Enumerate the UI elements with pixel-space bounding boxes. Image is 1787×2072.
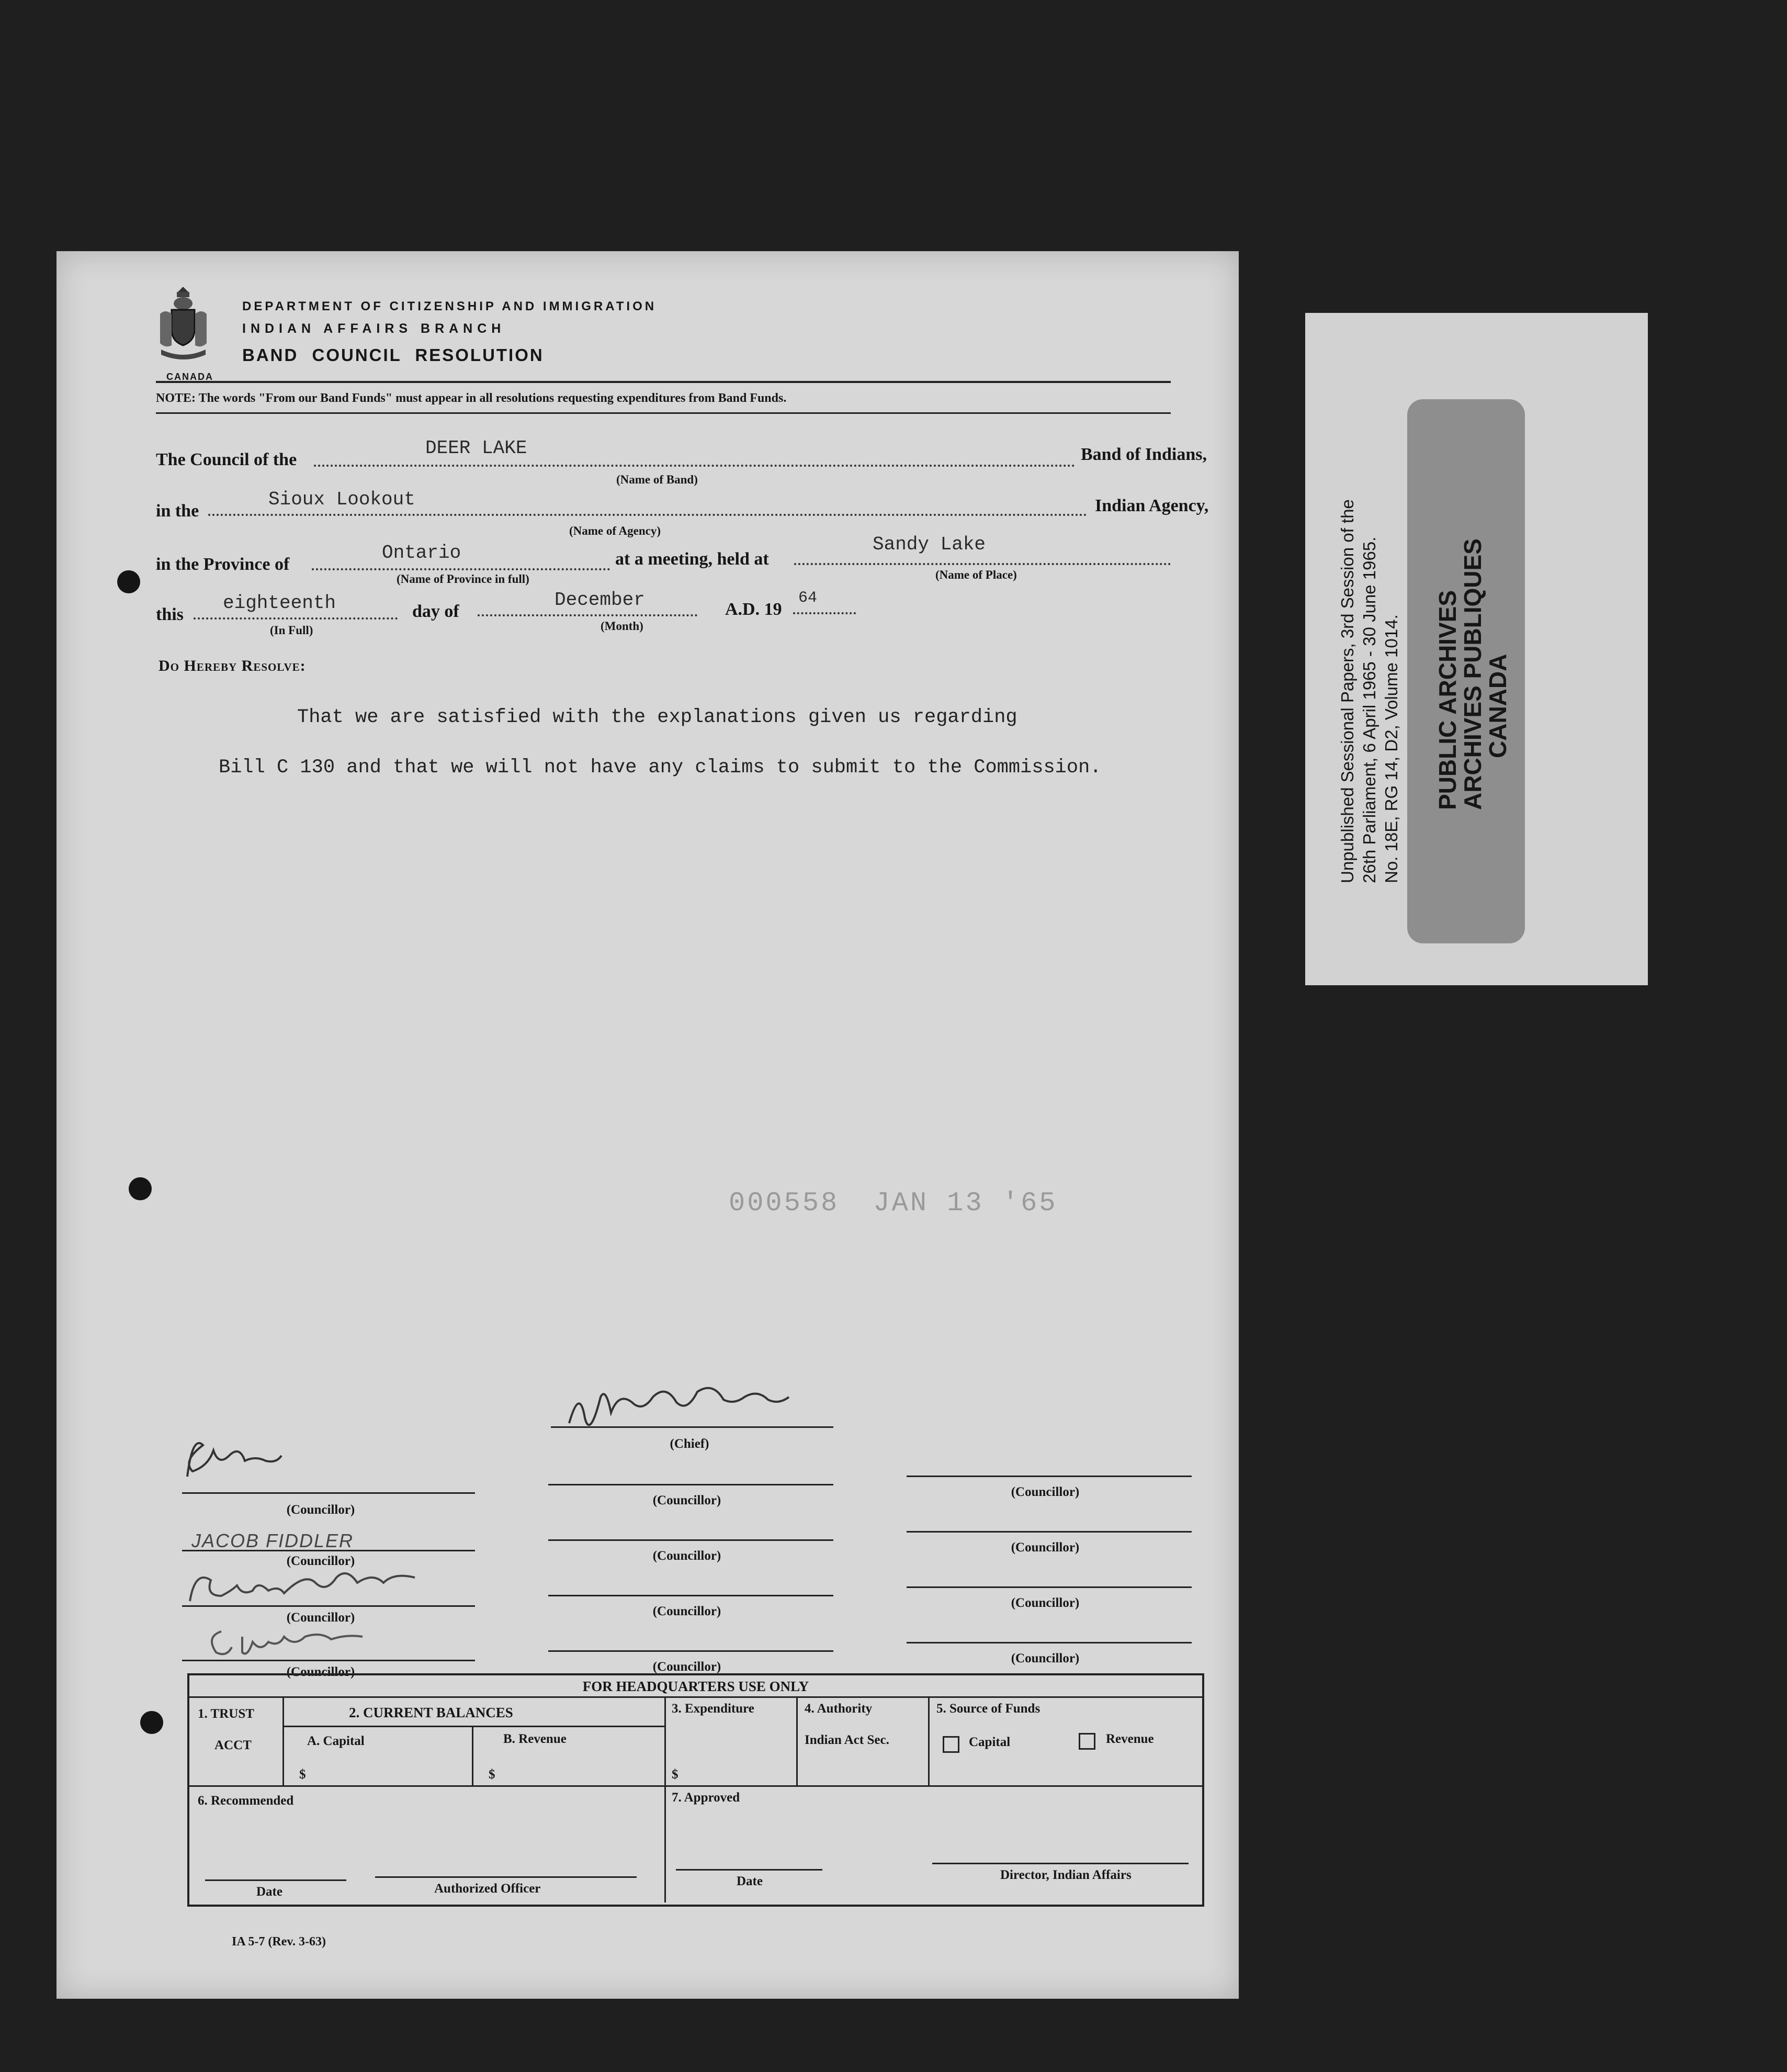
hq-revenue-label: Revenue xyxy=(1106,1732,1154,1746)
capital-checkbox[interactable] xyxy=(943,1736,959,1753)
councillor-line-1 xyxy=(182,1492,475,1494)
resolution-line-2: Bill C 130 and that we will not have any claims to submit to the Commission. xyxy=(219,757,1102,779)
councillor-line-3 xyxy=(182,1605,475,1607)
chief-caption: (Chief) xyxy=(670,1437,709,1451)
hq-date-line-2 xyxy=(676,1869,822,1871)
province-caption: (Name of Province in full) xyxy=(397,572,529,585)
ad-label: A.D. 19 xyxy=(725,600,782,619)
hq-current-balances: 2. CURRENT BALANCES xyxy=(349,1705,513,1720)
hq-title: FOR HEADQUARTERS USE ONLY xyxy=(582,1679,809,1694)
month-line xyxy=(478,614,697,616)
punch-hole-top xyxy=(117,570,140,593)
councillor-caption-11: (Councillor) xyxy=(1011,1596,1080,1610)
day-caption: (In Full) xyxy=(270,624,313,637)
band-of-indians-label: Band of Indians, xyxy=(1081,445,1207,464)
chief-line xyxy=(551,1426,833,1428)
place-caption: (Name of Place) xyxy=(935,568,1017,581)
day-of-label: day of xyxy=(412,602,459,621)
hq-acct: ACCT xyxy=(214,1738,252,1752)
hq-indian-act-sec: Indian Act Sec. xyxy=(805,1733,889,1747)
hq-col-3 xyxy=(664,1696,666,1902)
agency-line xyxy=(208,514,1087,516)
province-label: in the Province of xyxy=(156,555,290,574)
band-name-caption: (Name of Band) xyxy=(616,473,698,486)
stamp-line-1: PUBLIC ARCHIVES xyxy=(1434,590,1461,810)
note: NOTE: The words "From our Band Funds" must appear in all resolutions requesting expenditures from Band Funds. xyxy=(156,391,787,405)
stamp-number: 000558 xyxy=(729,1188,840,1219)
councillor-signature-1 xyxy=(177,1435,302,1484)
department-heading: DEPARTMENT OF CITIZENSHIP AND IMMIGRATION xyxy=(242,299,657,313)
hq-trust: 1. TRUST xyxy=(198,1707,254,1721)
this-label: this xyxy=(156,605,184,624)
hq-col-4 xyxy=(796,1696,798,1785)
councillor-caption-6: (Councillor) xyxy=(652,1549,721,1563)
branch-heading: INDIAN AFFAIRS BRANCH xyxy=(242,321,506,336)
councillor-line-9 xyxy=(907,1476,1192,1477)
hq-date-line-1 xyxy=(205,1879,346,1881)
councillor-caption-2: (Councillor) xyxy=(286,1554,355,1568)
crest-caption: CANADA xyxy=(166,371,213,382)
councillor-line-6 xyxy=(548,1539,833,1541)
councillor-caption-12: (Councillor) xyxy=(1011,1651,1080,1665)
note-rule xyxy=(156,412,1171,414)
meeting-label: at a meeting, held at xyxy=(615,549,769,569)
do-hereby-resolve: Do Hereby Resolve: xyxy=(159,657,306,674)
year-value: 64 xyxy=(798,589,818,607)
day-value: eighteenth xyxy=(223,592,336,614)
indian-agency-label: Indian Agency, xyxy=(1095,496,1209,515)
received-stamp xyxy=(729,1188,1058,1219)
province-line xyxy=(312,568,610,570)
header-rule xyxy=(156,381,1171,383)
hq-capital-label: Capital xyxy=(969,1735,1011,1749)
hq-expenditure: 3. Expenditure xyxy=(672,1702,754,1716)
hq-recommended: 6. Recommended xyxy=(198,1794,294,1808)
agency-caption: (Name of Agency) xyxy=(569,524,661,537)
councillor-line-5 xyxy=(548,1484,833,1485)
archive-line-1: Unpublished Sessional Papers, 3rd Session of the xyxy=(1338,499,1357,883)
stamp-line-2: ARCHIVES PUBLIQUES xyxy=(1459,538,1486,810)
hq-dollar-b: $ xyxy=(489,1767,495,1782)
archive-reference-card xyxy=(1305,313,1648,985)
hq-dollar-a: $ xyxy=(299,1767,306,1782)
hq-approved: 7. Approved xyxy=(672,1791,740,1805)
councillor-line-2 xyxy=(182,1550,475,1551)
agency-value: Sioux Lookout xyxy=(268,489,415,510)
hq-revenue-b: B. Revenue xyxy=(503,1732,567,1746)
councillor-caption-9: (Councillor) xyxy=(1011,1485,1080,1499)
in-the-label: in the xyxy=(156,501,199,521)
hq-director-line xyxy=(932,1863,1189,1864)
band-name-value: DEER LAKE xyxy=(425,437,527,459)
hq-authorized-officer: Authorized Officer xyxy=(434,1882,541,1896)
resolution-line-1: That we are satisfied with the explanations given us regarding xyxy=(297,706,1017,728)
year-line xyxy=(793,612,856,614)
band-name-line xyxy=(314,465,1075,467)
councillor-caption-1: (Councillor) xyxy=(286,1503,355,1517)
archive-line-3: No. 18E, RG 14, D2, Volume 1014. xyxy=(1382,614,1401,883)
public-archives-stamp xyxy=(1407,399,1525,943)
hq-rule-1 xyxy=(189,1696,1202,1698)
chief-signature xyxy=(564,1387,810,1436)
form-title: BAND COUNCIL RESOLUTION xyxy=(242,345,544,365)
councillor-caption-8: (Councillor) xyxy=(652,1660,721,1674)
hq-director: Director, Indian Affairs xyxy=(1000,1868,1132,1882)
councillor-line-7 xyxy=(548,1595,833,1596)
place-line xyxy=(794,563,1171,565)
councillor-signature-4 xyxy=(206,1621,415,1660)
councillor-caption-4: (Councillor) xyxy=(286,1665,355,1679)
revenue-checkbox[interactable] xyxy=(1079,1733,1095,1750)
hq-capital-a: A. Capital xyxy=(307,1734,365,1748)
hq-date-1: Date xyxy=(256,1885,282,1899)
place-value: Sandy Lake xyxy=(873,534,986,555)
hq-rule-balances xyxy=(282,1726,664,1727)
stamp-line-3: CANADA xyxy=(1484,654,1511,758)
province-value: Ontario xyxy=(382,542,461,564)
councillor-line-10 xyxy=(907,1531,1192,1533)
archive-line-2: 26th Parliament, 6 April 1965 - 30 June 1965. xyxy=(1360,536,1379,883)
councillor-name-2: JACOB FIDDLER xyxy=(191,1530,354,1551)
councillor-caption-10: (Councillor) xyxy=(1011,1540,1080,1555)
canada-crest-icon xyxy=(156,283,211,361)
hq-officer-line xyxy=(375,1876,637,1878)
hq-col-2 xyxy=(472,1726,473,1785)
hq-col-1 xyxy=(282,1696,284,1785)
councillor-caption-5: (Councillor) xyxy=(652,1493,721,1507)
punch-hole-middle xyxy=(129,1177,152,1200)
punch-hole-bottom xyxy=(140,1711,163,1734)
council-of-the-label: The Council of the xyxy=(156,450,297,469)
hq-rule-2 xyxy=(189,1785,1202,1787)
councillor-line-11 xyxy=(907,1586,1192,1588)
form-number: IA 5-7 (Rev. 3-63) xyxy=(232,1935,326,1949)
month-caption: (Month) xyxy=(601,620,643,633)
hq-source-of-funds: 5. Source of Funds xyxy=(936,1702,1040,1716)
councillor-caption-7: (Councillor) xyxy=(652,1604,721,1618)
band-council-resolution-form xyxy=(56,251,1239,1999)
councillor-caption-3: (Councillor) xyxy=(286,1611,355,1625)
headquarters-use-table xyxy=(187,1673,1204,1907)
councillor-line-8 xyxy=(548,1650,833,1652)
stamp-date: JAN 13 '65 xyxy=(873,1188,1058,1219)
hq-dollar-exp: $ xyxy=(672,1767,678,1782)
day-line xyxy=(194,617,398,620)
hq-date-2: Date xyxy=(737,1874,763,1888)
month-value: December xyxy=(555,589,645,611)
hq-col-5 xyxy=(928,1696,930,1785)
councillor-line-4 xyxy=(182,1660,475,1661)
councillor-line-12 xyxy=(907,1642,1192,1643)
hq-authority: 4. Authority xyxy=(805,1702,873,1716)
